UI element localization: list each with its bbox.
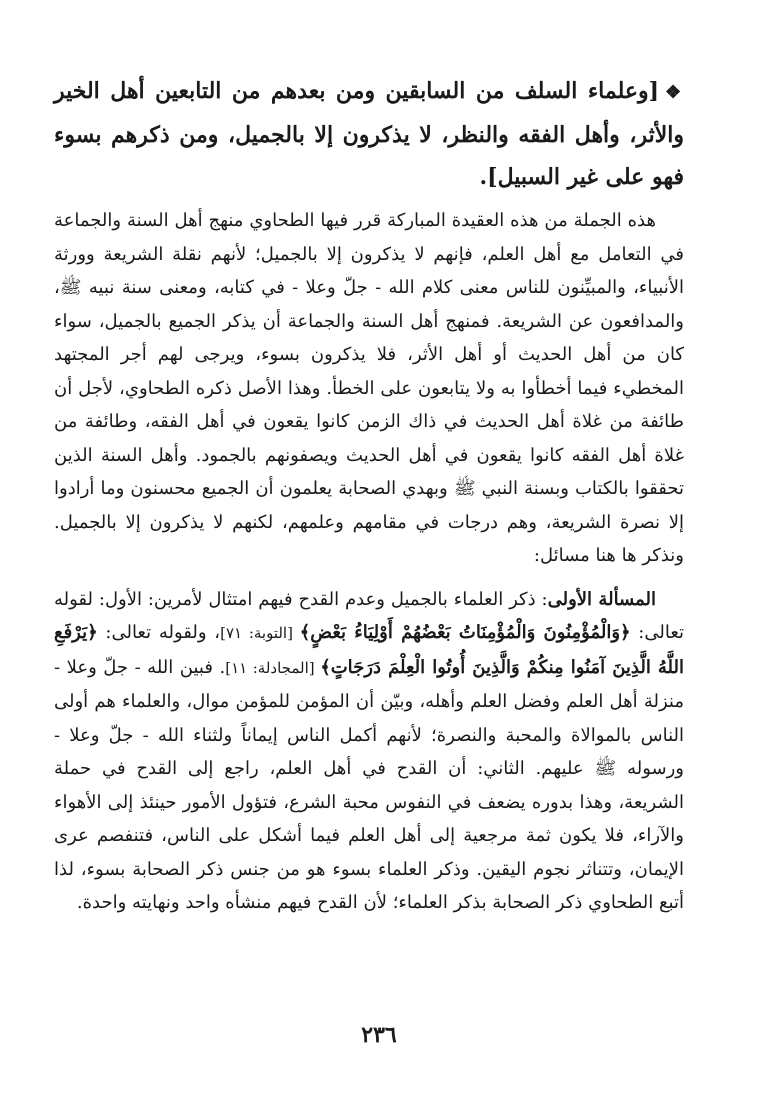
- paragraph-gap: [54, 573, 684, 583]
- creed-text: [وعلماء السلف من السابقين ومن بعدهم من التابعين أهل الخير والأثر، وأهل الفقه والنظر، لا يذكرون إلا بالجميل، ومن ذكرهم بسوء فهو على غير السبيل].: [54, 78, 684, 190]
- quran-verse-2: ﴿يَرْفَعِ اللَّهُ الَّذِينَ آمَنُوا مِنكُمْ وَالَّذِينَ أُوتُوا الْعِلْمَ دَرَجَاتٍ﴾: [54, 622, 684, 678]
- creed-text-block: [54, 70, 684, 198]
- verse-ref-1: [التوبة: ٧١]: [220, 624, 300, 642]
- quran-verse-1: ﴿وَالْمُؤْمِنُونَ وَالْمُؤْمِنَاتُ بَعْضُهُمْ أَوْلِيَاءُ بَعْضٍ﴾: [299, 622, 631, 643]
- issue-heading: المسألة الأولى: [547, 588, 657, 610]
- page-body: [54, 70, 684, 920]
- explanation-paragraph: هذه الجملة من هذه العقيدة المباركة قرر فيها الطحاوي منهج أهل السنة والجماعة في التعامل مع أهل العلم، فإنهم لا يذكرون إلا بالجميل؛ لأنهم نقلة الشريعة وورثة الأنبياء، والمبيِّنون للناس معنى كلام الله - جلّ وعلا - في كتابه، ومعنى سنة نبيه ﷺ، والمدافعون عن الشريعة. فمنهج أهل السنة والجماعة أن يذكر الجميع بالجميل، سواء كان من أهل الحديث أو أهل الأثر، فلا يذكرون بسوء، ويرجى لهم أجر المجتهد المخطيء فيما أخطأوا به ولا يتابعون على الخطأ. وهذا الأصل ذكره الطحاوي، لأجل أن طائفة من غلاة أهل الحديث في ذاك الزمن كانوا يقعون في أهل الفقه، وطائفة من غلاة أهل الفقه كانوا يقعون في أهل الحديث ويصفونهم بالجمود. وأهل السنة الذين تحققوا بالكتاب وبسنة النبي ﷺ وبهدي الصحابة يعلمون أن الجميع محسنون وما أرادوا إلا نصرة الشريعة، وهم درجات في مقامهم وعلمهم، لكنهم لا يذكرون إلا بالجميل. ونذكر ها هنا مسائل:: [54, 210, 685, 566]
- diamond-bullet-icon: ❖: [665, 82, 684, 103]
- page-number: ٢٣٦: [361, 1022, 397, 1048]
- issue-intro: : ذكر العلماء بالجميل وعدم القدح فيهم امتثال لأمرين: الأول: لقوله تعالى:: [54, 588, 685, 643]
- issue-body: . فبين الله - جلّ وعلا - منزلة أهل العلم وفضل العلم وأهله، وبيّن أن المؤمن للمؤمن موال، والعلماء هم أولى الناس بالموالاة والمحبة والنصرة؛ لأنهم أكمل الناس إيماناً ولثناء الله - جلّ وعلا - ورسوله ﷺ عليهم. الثاني: أن القدح في أهل العلم، راجع إلى القدح في حملة الشريعة، وهذا بدوره يضعف في النفوس محبة الشرع، فتؤول الأمور حينئذ إلى الأهواء والآراء، فلا يكون ثمة مرجعية إلى أهل العلم فيما أشكل على الناس، فتنفصم عرى الإيمان، وتتناثر نجوم اليقين. وذكر العلماء بسوء هو من جنس ذكر الصحابة بسوء، لذا أتبع الطحاوي ذكر الصحابة بذكر العلماء؛ لأن القدح فيهم منشأه واحد ونهايته واحدة.: [54, 656, 684, 913]
- first-issue-paragraph: [54, 583, 684, 920]
- issue-mid: ، ولقوله تعالى:: [97, 622, 221, 643]
- verse-ref-2: [المجادلة: ١١]: [225, 658, 321, 677]
